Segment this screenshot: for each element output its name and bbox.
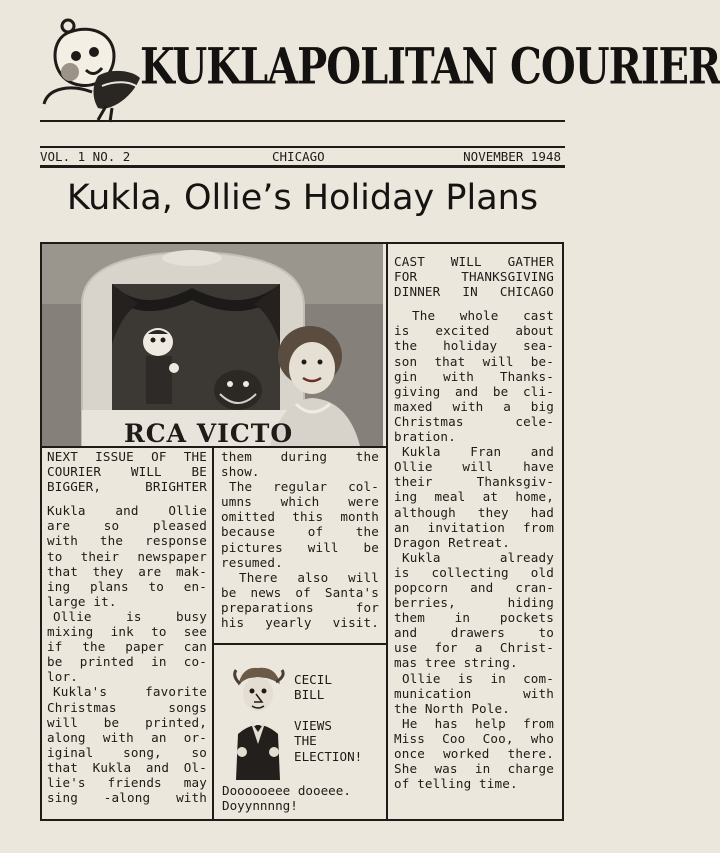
body-line: popcorn and cran- bbox=[394, 579, 554, 595]
body-line: although they had bbox=[394, 504, 554, 520]
body-line: He has help from bbox=[402, 715, 554, 731]
body-line: them in pockets bbox=[394, 610, 554, 626]
body-line: are so pleased bbox=[47, 518, 207, 534]
body-line: Kukla and Ollie bbox=[47, 503, 207, 519]
caption-line: VIEWS bbox=[294, 717, 332, 733]
body-line: because of the bbox=[221, 524, 379, 540]
body-line: ing plans to en- bbox=[47, 578, 207, 594]
body-line: iginal song, so bbox=[47, 744, 207, 760]
next-issue-heading bbox=[47, 449, 207, 494]
masthead-title: KUKLAPOLITAN COURIER bbox=[140, 37, 720, 96]
body-line: lie's friends may bbox=[47, 774, 207, 790]
heading-line: DINNER IN CHICAGO bbox=[394, 284, 554, 300]
body-line: his yearly visit. bbox=[221, 615, 379, 631]
next-issue-body bbox=[47, 503, 207, 805]
body-line: and drawers to bbox=[394, 625, 554, 641]
body-line: She was in charge bbox=[394, 761, 554, 777]
body-line: with the response bbox=[47, 533, 207, 549]
dateline bbox=[40, 149, 565, 165]
body-line: Kukla's favorite bbox=[53, 684, 207, 700]
body-line: umns which were bbox=[221, 494, 379, 510]
body-line: mixing ink to see bbox=[47, 624, 207, 640]
stage-photo-graphic bbox=[42, 244, 383, 446]
kukla-mascot-icon bbox=[40, 12, 152, 124]
dateline-date: NOVEMBER 1948 bbox=[463, 149, 561, 164]
body-line: them during the bbox=[221, 449, 379, 464]
caption-line: BILL bbox=[294, 687, 325, 703]
body-line: once worked there. bbox=[394, 746, 554, 761]
caption-line: CECIL bbox=[294, 672, 332, 687]
body-line: mas tree string. bbox=[394, 655, 518, 671]
body-line: show. bbox=[221, 464, 260, 480]
quote-line: Doooooeee dooeee. bbox=[222, 783, 351, 798]
article-regular-columns bbox=[221, 449, 379, 630]
body-line: There also will bbox=[239, 569, 379, 585]
heading-line: FOR THANKSGIVING bbox=[394, 269, 554, 285]
frame-bottom bbox=[40, 819, 564, 821]
body-line: munication with bbox=[394, 685, 554, 701]
article-thanksgiving bbox=[394, 254, 554, 791]
article-next-issue bbox=[47, 449, 207, 805]
body-line: that Kukla and Ol- bbox=[47, 759, 207, 775]
body-line: their Thanksgiv- bbox=[394, 474, 554, 490]
body-line: son that will be- bbox=[394, 353, 554, 369]
body-line: Ollie will have bbox=[394, 459, 554, 475]
body-line: Christmas cele- bbox=[394, 413, 554, 429]
body-line: that they are mak- bbox=[47, 563, 207, 579]
cecil-quote bbox=[222, 783, 387, 813]
body-line: the holiday sea- bbox=[394, 338, 554, 354]
body-line: Kukla already bbox=[402, 549, 554, 565]
dateline-bottom-rule bbox=[40, 165, 565, 168]
body-line: ing meal at home, bbox=[394, 489, 554, 505]
body-line: be news of Santa's bbox=[221, 584, 379, 600]
body-line: Ollie is busy bbox=[53, 608, 207, 624]
body-line: use for a Christ- bbox=[394, 640, 554, 656]
body-line: The whole cast bbox=[412, 308, 554, 324]
heading-line: COURIER WILL BE bbox=[47, 464, 207, 480]
body-line: if the paper can bbox=[47, 639, 207, 655]
frame-right bbox=[562, 242, 564, 821]
body-line: an invitation from bbox=[394, 519, 554, 535]
body-line: maxed with a big bbox=[394, 398, 554, 414]
body-line: is collecting old bbox=[394, 564, 554, 580]
body-line: Christmas songs bbox=[47, 699, 207, 715]
dateline-top-rule bbox=[40, 146, 565, 148]
body-line: gin with Thanks- bbox=[394, 368, 554, 384]
body-line: sing -along with bbox=[47, 790, 207, 806]
rca-victor-sign: RCA VICTO bbox=[124, 419, 294, 448]
body-line: The regular col- bbox=[229, 479, 379, 495]
body-line: pictures will be bbox=[221, 539, 379, 555]
thanksgiving-heading bbox=[394, 254, 554, 299]
heading-line: BIGGER, BRIGHTER bbox=[47, 479, 207, 495]
body-line: of telling time. bbox=[394, 776, 518, 792]
body-line: the North Pole. bbox=[394, 700, 510, 716]
body-line: omitted this month bbox=[221, 509, 379, 525]
body-line: Dragon Retreat. bbox=[394, 534, 510, 550]
dateline-city: CHICAGO bbox=[272, 149, 325, 164]
volume-number: VOL. 1 NO. 2 bbox=[40, 149, 131, 164]
body-line: Kukla Fran and bbox=[402, 444, 554, 460]
cecil-bill-puppet-icon bbox=[228, 664, 288, 780]
column-divider-left bbox=[212, 446, 214, 821]
body-line: Ollie is in com- bbox=[402, 670, 554, 686]
body-line: will be printed, bbox=[47, 714, 207, 730]
cecil-box-top bbox=[212, 643, 388, 645]
masthead-rule bbox=[40, 120, 565, 122]
body-line: is excited about bbox=[394, 323, 554, 339]
column-divider-right bbox=[386, 242, 388, 821]
body-line: large it. bbox=[47, 593, 117, 609]
body-line: preparations for bbox=[221, 599, 379, 615]
body-line: giving and be cli- bbox=[394, 383, 554, 399]
puppet-stage-photo bbox=[42, 244, 383, 446]
cecil-bill-caption bbox=[294, 672, 384, 764]
heading-line: CAST WILL GATHER bbox=[394, 254, 554, 269]
caption-line: THE bbox=[294, 733, 317, 749]
thanksgiving-body bbox=[394, 308, 554, 791]
caption-line: ELECTION! bbox=[294, 748, 363, 764]
body-line: along with an or- bbox=[47, 729, 207, 745]
heading-line: NEXT ISSUE OF THE bbox=[47, 449, 207, 464]
body-line: berries, hiding bbox=[394, 595, 554, 611]
quote-line: Doyynnnng! bbox=[222, 798, 298, 814]
body-line: lor. bbox=[47, 669, 78, 685]
body-line: resumed. bbox=[221, 554, 283, 570]
body-line: be printed in co- bbox=[47, 654, 207, 670]
body-line: bration. bbox=[394, 429, 456, 445]
main-headline: Kukla, Ollie’s Holiday Plans bbox=[66, 178, 539, 218]
body-line: Miss Coo Coo, who bbox=[394, 730, 554, 746]
body-line: to their newspaper bbox=[47, 548, 207, 564]
